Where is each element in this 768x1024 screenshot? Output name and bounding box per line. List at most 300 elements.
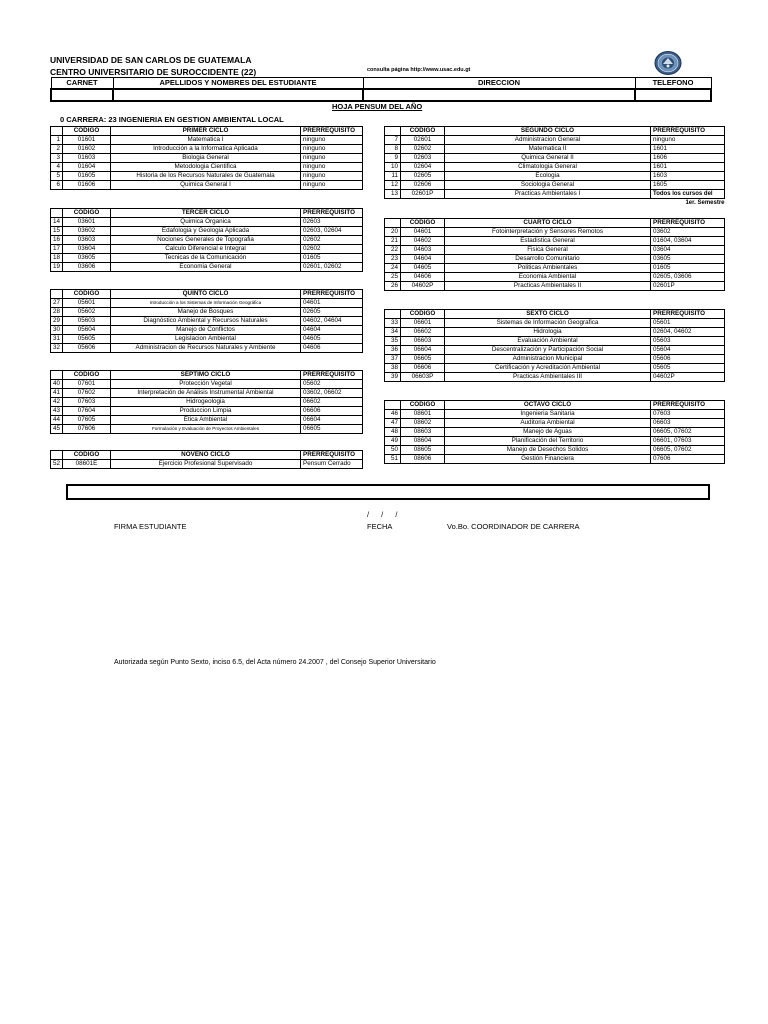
course-code: 07606 xyxy=(63,425,111,434)
cycle-title: NOVENO CICLO xyxy=(111,451,301,460)
cycle-table-cuarto xyxy=(384,218,725,291)
carnet-field[interactable] xyxy=(51,89,113,101)
course-row xyxy=(51,460,363,469)
course-code: 02601 xyxy=(401,136,445,145)
course-number: 18 xyxy=(51,254,63,263)
course-prerequisite: 01605 xyxy=(301,254,363,263)
course-name: Evaluación Ambiental xyxy=(445,337,651,346)
course-number: 1 xyxy=(51,136,63,145)
nombres-field[interactable] xyxy=(113,89,363,101)
course-prerequisite: 1603 xyxy=(651,172,725,181)
course-name: Biologia General xyxy=(111,154,301,163)
course-number: 16 xyxy=(51,236,63,245)
course-name: Historia de los Recursos Naturales de Guatemala xyxy=(111,172,301,181)
course-name: Metodologia Cientifica xyxy=(111,163,301,172)
row-number-header xyxy=(51,371,63,380)
course-number: 8 xyxy=(385,145,401,154)
row-number-header xyxy=(385,219,401,228)
fecha-label: FECHA xyxy=(367,522,393,531)
course-prerequisite: 02605 xyxy=(301,308,363,317)
cycle-title: SEXTO CICLO xyxy=(445,310,651,319)
course-prerequisite: 03604 xyxy=(651,246,725,255)
course-prerequisite: 1601 xyxy=(651,145,725,154)
course-code: 06602 xyxy=(401,328,445,337)
prerrequisito-header: PRERREQUISITO xyxy=(301,451,363,460)
course-prerequisite: ninguno xyxy=(651,136,725,145)
course-prerequisite: 06605, 07602 xyxy=(651,446,725,455)
course-row xyxy=(51,154,363,163)
course-row xyxy=(51,416,363,425)
cycle-table-octavo xyxy=(384,400,725,464)
course-row xyxy=(51,344,363,353)
row-number-header xyxy=(385,310,401,319)
course-code: 03604 xyxy=(63,245,111,254)
prerrequisito-header: PRERREQUISITO xyxy=(301,371,363,380)
row-number-header xyxy=(51,451,63,460)
course-code: 08601 xyxy=(401,410,445,419)
course-row xyxy=(385,346,725,355)
observaciones-box[interactable] xyxy=(66,484,710,500)
prerrequisito-header: PRERREQUISITO xyxy=(651,127,725,136)
course-row xyxy=(385,428,725,437)
course-code: 01605 xyxy=(63,172,111,181)
prerrequisito-header: PRERREQUISITO xyxy=(651,310,725,319)
course-name: Quimica Organica xyxy=(111,218,301,227)
course-code: 04606 xyxy=(401,273,445,282)
course-code: 05603 xyxy=(63,317,111,326)
course-row xyxy=(51,181,363,190)
course-name: Ingenieria Sanitaria xyxy=(445,410,651,419)
course-name: Quimica General II xyxy=(445,154,651,163)
course-code: 03603 xyxy=(63,236,111,245)
university-seal-icon xyxy=(654,51,682,75)
course-row xyxy=(385,237,725,246)
course-name: Manejo de Desechos Solidos xyxy=(445,446,651,455)
course-name: Economia General xyxy=(111,263,301,272)
course-number: 44 xyxy=(51,416,63,425)
course-prerequisite: 04605 xyxy=(301,335,363,344)
prerrequisito-header: PRERREQUISITO xyxy=(651,219,725,228)
telefono-field[interactable] xyxy=(635,89,711,101)
row-number-header xyxy=(51,127,63,136)
course-prerequisite: 02601P xyxy=(651,282,725,291)
course-row xyxy=(385,364,725,373)
course-name: Practicas Ambientales III xyxy=(445,373,651,382)
university-name: UNIVERSIDAD DE SAN CARLOS DE GUATEMALA xyxy=(50,55,252,65)
course-name: Diagnóstico Ambiental y Recursos Naturales xyxy=(111,317,301,326)
course-number: 45 xyxy=(51,425,63,434)
course-number: 32 xyxy=(51,344,63,353)
course-row xyxy=(385,337,725,346)
cycle-title: SEGUNDO CICLO xyxy=(445,127,651,136)
course-row xyxy=(51,136,363,145)
course-prerequisite: 1605 xyxy=(651,181,725,190)
course-number: 26 xyxy=(385,282,401,291)
prerrequisito-header: PRERREQUISITO xyxy=(301,127,363,136)
course-name: Matematica II xyxy=(445,145,651,154)
prerrequisito-header: PRERREQUISITO xyxy=(301,290,363,299)
course-name: Descentralización y Participación Social xyxy=(445,346,651,355)
codigo-header: CODIGO xyxy=(401,310,445,319)
course-number: 20 xyxy=(385,228,401,237)
carnet-header: CARNET xyxy=(51,78,113,90)
firma-label: FIRMA ESTUDIANTE xyxy=(114,522,187,531)
course-prerequisite: 03605 xyxy=(651,255,725,264)
course-name: Manejo de Bosques xyxy=(111,308,301,317)
course-prerequisite: 04602, 04604 xyxy=(301,317,363,326)
course-name: Hidrologia xyxy=(445,328,651,337)
cycle-table-sexto xyxy=(384,309,725,382)
course-number: 40 xyxy=(51,380,63,389)
course-name: Interpretación de Análisis Instrumental Ambiental xyxy=(111,389,301,398)
course-prerequisite: 04604 xyxy=(301,326,363,335)
course-prerequisite: 02602 xyxy=(301,236,363,245)
course-number: 38 xyxy=(385,364,401,373)
course-code: 03606 xyxy=(63,263,111,272)
course-prerequisite: 02604, 04602 xyxy=(651,328,725,337)
course-code: 04602 xyxy=(401,237,445,246)
course-code: 07605 xyxy=(63,416,111,425)
course-code: 08604 xyxy=(401,437,445,446)
direccion-header: DIRECCION xyxy=(363,78,635,90)
course-prerequisite: 02602 xyxy=(301,245,363,254)
course-prerequisite: 04601 xyxy=(301,299,363,308)
course-row xyxy=(51,145,363,154)
course-code: 06601 xyxy=(401,319,445,328)
cycle-title: SÉPTIMO CICLO xyxy=(111,371,301,380)
course-number: 11 xyxy=(385,172,401,181)
course-code: 07601 xyxy=(63,380,111,389)
course-row xyxy=(385,136,725,145)
course-code: 05602 xyxy=(63,308,111,317)
course-number: 17 xyxy=(51,245,63,254)
cycle-title: QUINTO CICLO xyxy=(111,290,301,299)
course-row xyxy=(51,163,363,172)
course-prerequisite: 05602 xyxy=(301,380,363,389)
course-number: 22 xyxy=(385,246,401,255)
course-row xyxy=(385,319,725,328)
course-prerequisite: 02601, 02602 xyxy=(301,263,363,272)
course-name: Sociologia General xyxy=(445,181,651,190)
course-name: Matematica I xyxy=(111,136,301,145)
course-row xyxy=(51,425,363,434)
course-code: 05601 xyxy=(63,299,111,308)
course-row xyxy=(385,446,725,455)
course-code: 06606 xyxy=(401,364,445,373)
course-number: 23 xyxy=(385,255,401,264)
course-prerequisite: 06605, 07602 xyxy=(651,428,725,437)
course-code: 07604 xyxy=(63,407,111,416)
course-name: Protección Vegetal xyxy=(111,380,301,389)
course-code: 04601 xyxy=(401,228,445,237)
cycle-table-tercer xyxy=(50,208,363,272)
course-prerequisite: 06603 xyxy=(651,419,725,428)
cycle-table-septimo xyxy=(50,370,363,434)
course-code: 02601P xyxy=(401,190,445,199)
course-name: Auditoria Ambiental xyxy=(445,419,651,428)
course-name: Hidrogeologia xyxy=(111,398,301,407)
course-name: Economia Ambiental xyxy=(445,273,651,282)
course-row xyxy=(51,398,363,407)
course-row xyxy=(385,355,725,364)
course-number: 39 xyxy=(385,373,401,382)
course-prerequisite: ninguno xyxy=(301,181,363,190)
course-name: Formulación y Evaluación de Proyectos Ambientales xyxy=(111,425,301,434)
course-prerequisite: 06601, 07603 xyxy=(651,437,725,446)
course-prerequisite: Pensum Cerrado xyxy=(301,460,363,469)
prerequisite-note: 1er. Semestre xyxy=(685,200,725,206)
page-title: HOJA PENSUM DEL AÑO xyxy=(332,102,423,111)
course-row xyxy=(385,255,725,264)
course-prerequisite: ninguno xyxy=(301,154,363,163)
cycle-title: CUARTO CICLO xyxy=(445,219,651,228)
course-code: 06605 xyxy=(401,355,445,364)
course-code: 01604 xyxy=(63,163,111,172)
course-number: 12 xyxy=(385,181,401,190)
course-prerequisite: 06604 xyxy=(301,416,363,425)
course-name: Produccion Limpia xyxy=(111,407,301,416)
course-prerequisite: 01604, 03604 xyxy=(651,237,725,246)
course-row xyxy=(385,246,725,255)
course-row xyxy=(51,236,363,245)
direccion-field[interactable] xyxy=(363,89,635,101)
course-row xyxy=(385,172,725,181)
course-name: Administracion Municipal xyxy=(445,355,651,364)
telefono-header: TELEFONO xyxy=(635,78,711,90)
cycle-table-segundo xyxy=(384,126,725,207)
course-row xyxy=(385,437,725,446)
course-code: 04602P xyxy=(401,282,445,291)
cycle-title: PRIMER CICLO xyxy=(111,127,301,136)
codigo-header: CODIGO xyxy=(401,127,445,136)
carrera-label: 0 CARRERA: 23 INGENIERIA EN GESTION AMBIENTAL LOCAL xyxy=(60,115,284,124)
course-name: Administracion de Recursos Naturales y Ambiente xyxy=(111,344,301,353)
course-row xyxy=(51,380,363,389)
course-prerequisite: 07606 xyxy=(651,455,725,464)
course-row xyxy=(385,228,725,237)
course-name: Fotointerpretación y Sensores Remotos xyxy=(445,228,651,237)
course-code: 08605 xyxy=(401,446,445,455)
course-number: 5 xyxy=(51,172,63,181)
course-number: 50 xyxy=(385,446,401,455)
course-row xyxy=(385,373,725,382)
course-number: 13 xyxy=(385,190,401,199)
course-prerequisite: 02605, 03606 xyxy=(651,273,725,282)
course-row xyxy=(51,326,363,335)
course-row xyxy=(51,299,363,308)
course-prerequisite: ninguno xyxy=(301,145,363,154)
course-code: 08602 xyxy=(401,419,445,428)
course-name: Certificación y Acreditación Ambiental xyxy=(445,364,651,373)
course-code: 03605 xyxy=(63,254,111,263)
course-prerequisite: 05603 xyxy=(651,337,725,346)
course-name: Climatologia General xyxy=(445,163,651,172)
date-field[interactable]: / / / xyxy=(367,510,398,519)
course-prerequisite: 05606 xyxy=(651,355,725,364)
course-row xyxy=(51,245,363,254)
codigo-header: CODIGO xyxy=(401,219,445,228)
course-code: 02604 xyxy=(401,163,445,172)
course-code: 02603 xyxy=(401,154,445,163)
course-name: Planificación del Territorio xyxy=(445,437,651,446)
empty-cell xyxy=(401,199,445,208)
course-name: Quimica General I xyxy=(111,181,301,190)
course-row xyxy=(385,264,725,273)
course-number: 31 xyxy=(51,335,63,344)
course-prerequisite: ninguno xyxy=(301,163,363,172)
course-code: 01601 xyxy=(63,136,111,145)
course-row xyxy=(385,282,725,291)
course-row xyxy=(51,227,363,236)
course-prerequisite: 03602 xyxy=(651,228,725,237)
row-number-header xyxy=(385,401,401,410)
course-name: Tecnicas de la Comunicación xyxy=(111,254,301,263)
course-code: 07603 xyxy=(63,398,111,407)
course-prerequisite: Todos los cursos del xyxy=(651,190,725,199)
course-code: 08603 xyxy=(401,428,445,437)
course-code: 06603P xyxy=(401,373,445,382)
course-prerequisite: 1601 xyxy=(651,163,725,172)
course-code: 03602 xyxy=(63,227,111,236)
course-prerequisite: 01605 xyxy=(651,264,725,273)
course-name: Estadistica General xyxy=(445,237,651,246)
course-prerequisite: 02603, 02604 xyxy=(301,227,363,236)
course-prerequisite: 04606 xyxy=(301,344,363,353)
cycle-title: TERCER CICLO xyxy=(111,209,301,218)
course-row xyxy=(385,181,725,190)
course-code: 07602 xyxy=(63,389,111,398)
course-number: 9 xyxy=(385,154,401,163)
course-number: 21 xyxy=(385,237,401,246)
course-prerequisite: 06605 xyxy=(301,425,363,434)
codigo-header: CODIGO xyxy=(401,401,445,410)
course-row xyxy=(51,335,363,344)
student-info-table xyxy=(50,77,712,102)
course-name: Edafologia y Geologia Aplicada xyxy=(111,227,301,236)
prerrequisito-header: PRERREQUISITO xyxy=(651,401,725,410)
cycle-table-quinto xyxy=(50,289,363,353)
course-prerequisite: 06602 xyxy=(301,398,363,407)
course-number: 49 xyxy=(385,437,401,446)
course-row xyxy=(51,263,363,272)
course-number: 25 xyxy=(385,273,401,282)
course-name: Ética Ambiental xyxy=(111,416,301,425)
course-name: Administracion General xyxy=(445,136,651,145)
course-code: 05604 xyxy=(63,326,111,335)
course-number: 41 xyxy=(51,389,63,398)
course-name: Manejo de Aguas xyxy=(445,428,651,437)
consulta-link[interactable]: consulta página http://www.usac.edu.gt xyxy=(367,67,471,73)
course-name: Sistemas de Información Geografica xyxy=(445,319,651,328)
course-number: 14 xyxy=(51,218,63,227)
empty-cell xyxy=(445,199,651,208)
course-code: 04604 xyxy=(401,255,445,264)
course-number: 35 xyxy=(385,337,401,346)
course-row xyxy=(51,254,363,263)
course-name: Calculo Diferencial e Integral xyxy=(111,245,301,254)
course-row xyxy=(385,190,725,199)
course-number: 36 xyxy=(385,346,401,355)
course-name: Ejercicio Profesional Supervisado xyxy=(111,460,301,469)
course-code: 02602 xyxy=(401,145,445,154)
authorization-note: Autorizada según Punto Sexto, inciso 6.5, del Acta número 24.2007 , del Consejo Superior Universitario xyxy=(114,659,436,666)
course-name: Practicas Ambientales I xyxy=(445,190,651,199)
course-prerequisite: 03602, 06602 xyxy=(301,389,363,398)
course-name: Legislacion Ambiental xyxy=(111,335,301,344)
course-name: Introducción a los Sistemas de Información Geográfica xyxy=(111,299,301,308)
course-code: 01606 xyxy=(63,181,111,190)
course-number: 34 xyxy=(385,328,401,337)
course-prerequisite: 02603 xyxy=(301,218,363,227)
course-name: Politicas Ambientales xyxy=(445,264,651,273)
row-number-header xyxy=(51,290,63,299)
course-code: 01603 xyxy=(63,154,111,163)
course-row xyxy=(385,419,725,428)
course-number: 47 xyxy=(385,419,401,428)
course-name: Gestión Financiera xyxy=(445,455,651,464)
vobo-label: Vo.Bo. COORDINADOR DE CARRERA xyxy=(447,522,580,531)
course-number: 46 xyxy=(385,410,401,419)
course-number: 48 xyxy=(385,428,401,437)
course-number: 52 xyxy=(51,460,63,469)
course-row xyxy=(51,218,363,227)
course-number: 37 xyxy=(385,355,401,364)
university-header xyxy=(50,54,256,78)
course-code: 04605 xyxy=(401,264,445,273)
course-prerequisite: ninguno xyxy=(301,172,363,181)
cycle-table-noveno xyxy=(50,450,363,469)
course-row xyxy=(51,389,363,398)
course-name: Desarrollo Comunitario xyxy=(445,255,651,264)
course-number: 10 xyxy=(385,163,401,172)
course-code: 01602 xyxy=(63,145,111,154)
course-name: Nociones Generales de Topografia xyxy=(111,236,301,245)
course-prerequisite: 06606 xyxy=(301,407,363,416)
course-number: 42 xyxy=(51,398,63,407)
empty-cell xyxy=(385,199,401,208)
course-number: 3 xyxy=(51,154,63,163)
course-number: 2 xyxy=(51,145,63,154)
course-row xyxy=(385,145,725,154)
nombres-header: APELLIDOS Y NOMBRES DEL ESTUDIANTE xyxy=(113,78,363,90)
course-prerequisite: 05601 xyxy=(651,319,725,328)
course-number: 27 xyxy=(51,299,63,308)
prerrequisito-header: PRERREQUISITO xyxy=(301,209,363,218)
course-code: 05605 xyxy=(63,335,111,344)
course-prerequisite: 1606 xyxy=(651,154,725,163)
course-row xyxy=(385,273,725,282)
course-row xyxy=(385,455,725,464)
course-row xyxy=(385,328,725,337)
course-number: 33 xyxy=(385,319,401,328)
course-row xyxy=(385,410,725,419)
course-number: 6 xyxy=(51,181,63,190)
codigo-header: CODIGO xyxy=(63,127,111,136)
course-prerequisite: 07603 xyxy=(651,410,725,419)
course-number: 19 xyxy=(51,263,63,272)
course-name: Manejo de Conflictos xyxy=(111,326,301,335)
course-row xyxy=(385,154,725,163)
course-name: Fisica General xyxy=(445,246,651,255)
course-prerequisite: 04602P xyxy=(651,373,725,382)
course-code: 03601 xyxy=(63,218,111,227)
course-name: Ecologia xyxy=(445,172,651,181)
course-number: 28 xyxy=(51,308,63,317)
course-code: 06604 xyxy=(401,346,445,355)
course-row xyxy=(51,172,363,181)
row-number-header xyxy=(51,209,63,218)
course-code: 02605 xyxy=(401,172,445,181)
